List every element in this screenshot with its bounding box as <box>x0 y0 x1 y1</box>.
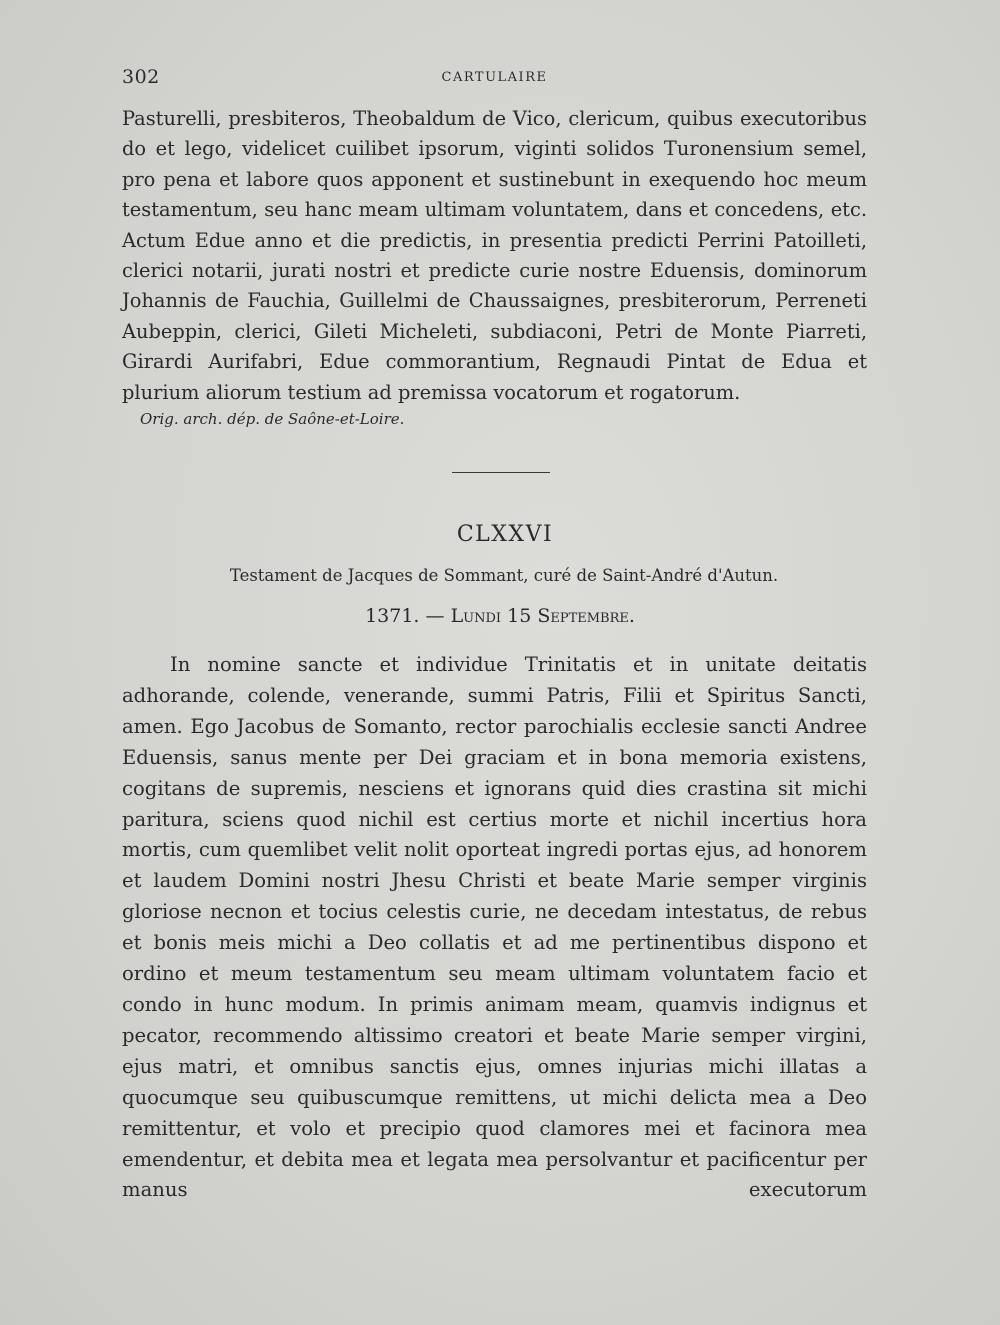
source-citation: Orig. arch. dép. de Saône-et-Loire. <box>140 410 405 428</box>
section-divider <box>452 472 550 473</box>
running-title: CARTULAIRE <box>441 70 548 85</box>
page-header <box>122 66 867 90</box>
chapter-paragraph: In nomine sancte et individue Trinitatis et in unitate deitatis adhorande, colende, venerande, summi Patris, Filii et Spiritus Sancti, amen. Ego Jacobus de Somanto, rector parochialis ecclesie sancti Andree Eduensis, sanus mente per Dei graciam et in bona memoria existens, cogitans de supremis, nesciens et ignorans quid dies crastina sit michi paritura, sciens quod nichil est certius morte et nichil incertius hora mortis, cum quemlibet velit nolit oporteat ingredi portas ejus, ad honorem et laudem Domini nostri Jhesu Christi et beate Marie semper virginis gloriose necnon et tocius celestis curie, ne decedam intestatus, de rebus et bonis meis michi a Deo collatis et ad me pertinentibus dispono et ordino et meum testamentum seu meam ultimam voluntatem facio et condo in hunc modum. In primis animam meam, quamvis indignus et pecator, recommendo altissimo creatori et beate Marie semper virgini, ejus matri, et omnibus sanctis ejus, omnes injurias michi illatas a quocumque seu quibuscumque remittens, ut michi delicta mea a Deo remittentur, et volo et precipio quod clamores mei et facinora mea emendentur, et debita mea et legata mea persolvantur et pacificentur per manus executorum <box>122 653 867 1202</box>
previous-document-paragraph: Pasturelli, presbiteros, Theobaldum de Vico, clericum, quibus executoribus do et lego, videlicet cuilibet ipsorum, viginti solidos Turonensium semel, pro pena et labore quos apponent et sustinebunt in exequendo hoc meum testamentum, seu hanc meam ultimam voluntatem, dans et concedens, etc. Actum Edue anno et die predictis, in presentia predicti Perrini Patoilleti, clerici notarii, jurati nostri et predicte curie nostre Eduensis, dominorum Johannis de Fauchia, Guillelmi de Chaussaignes, presbiterorum, Perreneti Aubeppin, clerici, Gileti Micheleti, subdiaconi, Petri de Monte Piarreti, Girardi Aurifabri, Edue commorantium, Regnaudi Pintat de Edua et plurium aliorum testium ad premissa vocatorum et rogatorum. <box>122 107 867 404</box>
chapter-date-day: Lundi 15 Septembre. <box>450 605 635 627</box>
chapter-body <box>122 650 867 1206</box>
page-number: 302 <box>122 66 160 88</box>
chapter-title: Testament de Jacques de Sommant, curé de Saint-André d'Autun. <box>229 566 779 585</box>
chapter-date <box>0 605 1000 627</box>
chapter-date-year: 1371. — <box>365 605 451 627</box>
previous-document-text <box>122 104 867 408</box>
chapter-number: CLXXVI <box>456 522 554 547</box>
